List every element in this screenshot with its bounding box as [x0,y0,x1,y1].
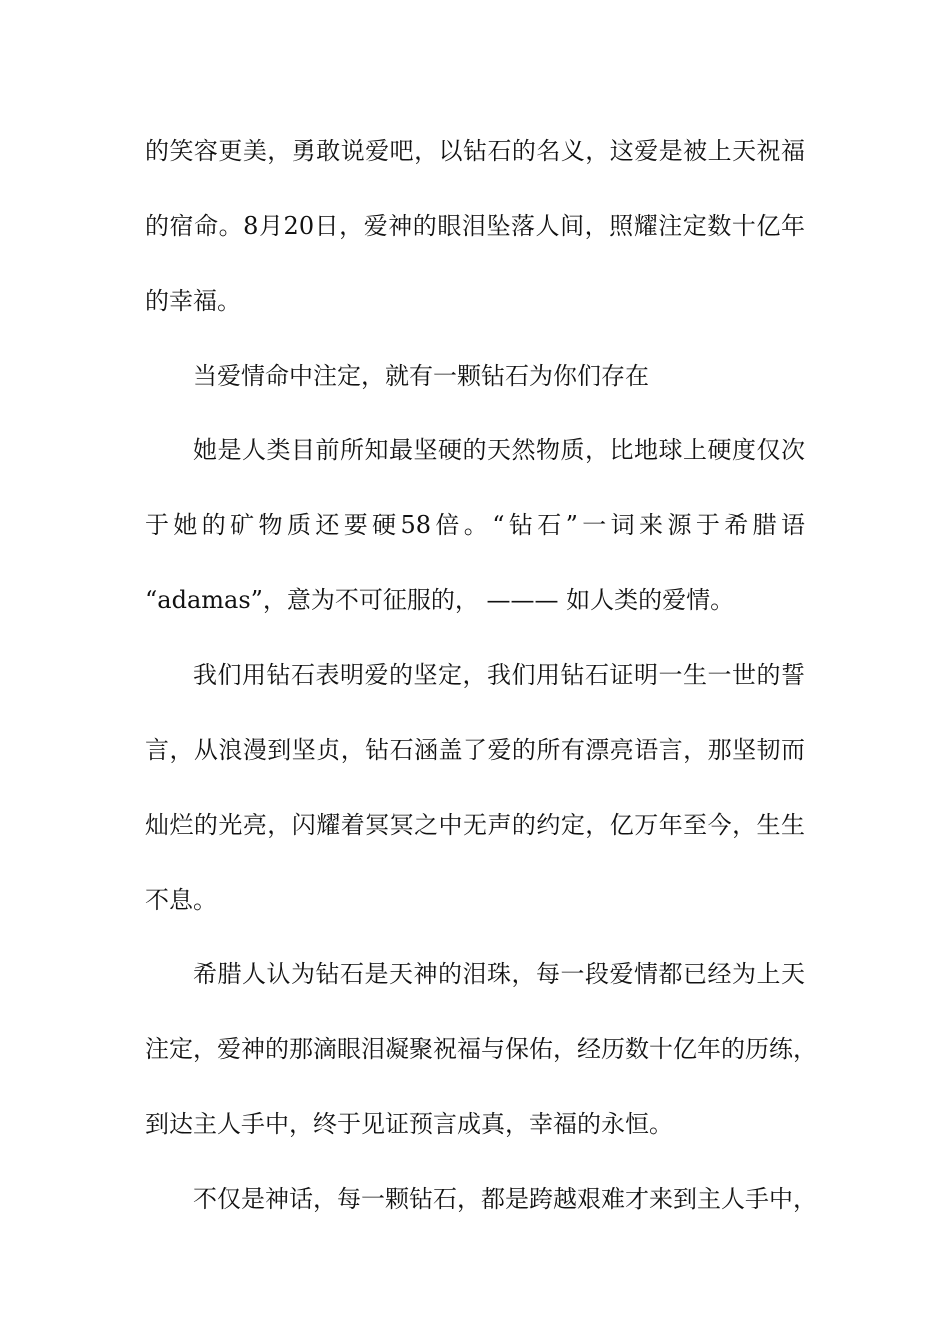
text-line-1: 的笑容更美，勇敢说爱吧，以钻石的名义，这爱是被上天祝福 [145,137,805,165]
text-line-5: 她是人类目前所知最坚硬的天然物质，比地球上硬度仅次 [193,436,805,464]
text-line-7: “adamas”，意为不可征服的， ——— 如人类的爱情。 [145,586,735,614]
text-line-14: 到达主人手中，终于见证预言成真，幸福的永恒。 [145,1110,673,1138]
text-line-11: 不息。 [145,886,217,914]
text-line-12: 希腊人认为钻石是天神的泪珠，每一段爱情都已经为上天 [193,960,805,988]
text-line-6: 于她的矿物质还要硬58倍。“钻石”一词来源于希腊语 [145,511,805,539]
text-line-9: 言，从浪漫到坚贞，钻石涵盖了爱的所有漂亮语言，那坚韧而 [145,736,805,764]
text-line-4: 当爱情命中注定，就有一颗钻石为你们存在 [193,362,649,390]
text-line-10: 灿烂的光亮，闪耀着冥冥之中无声的约定，亿万年至今，生生 [145,811,805,839]
text-line-15: 不仅是神话，每一颗钻石，都是跨越艰难才来到主人手中， [193,1185,817,1213]
text-line-3: 的幸福。 [145,287,241,315]
text-line-8: 我们用钻石表明爱的坚定，我们用钻石证明一生一世的誓 [193,661,805,689]
text-line-2: 的宿命。8月20日，爱神的眼泪坠落人间，照耀注定数十亿年 [145,212,805,240]
text-line-13: 注定，爱神的那滴眼泪凝聚祝福与保佑，经历数十亿年的历练， [145,1035,817,1063]
